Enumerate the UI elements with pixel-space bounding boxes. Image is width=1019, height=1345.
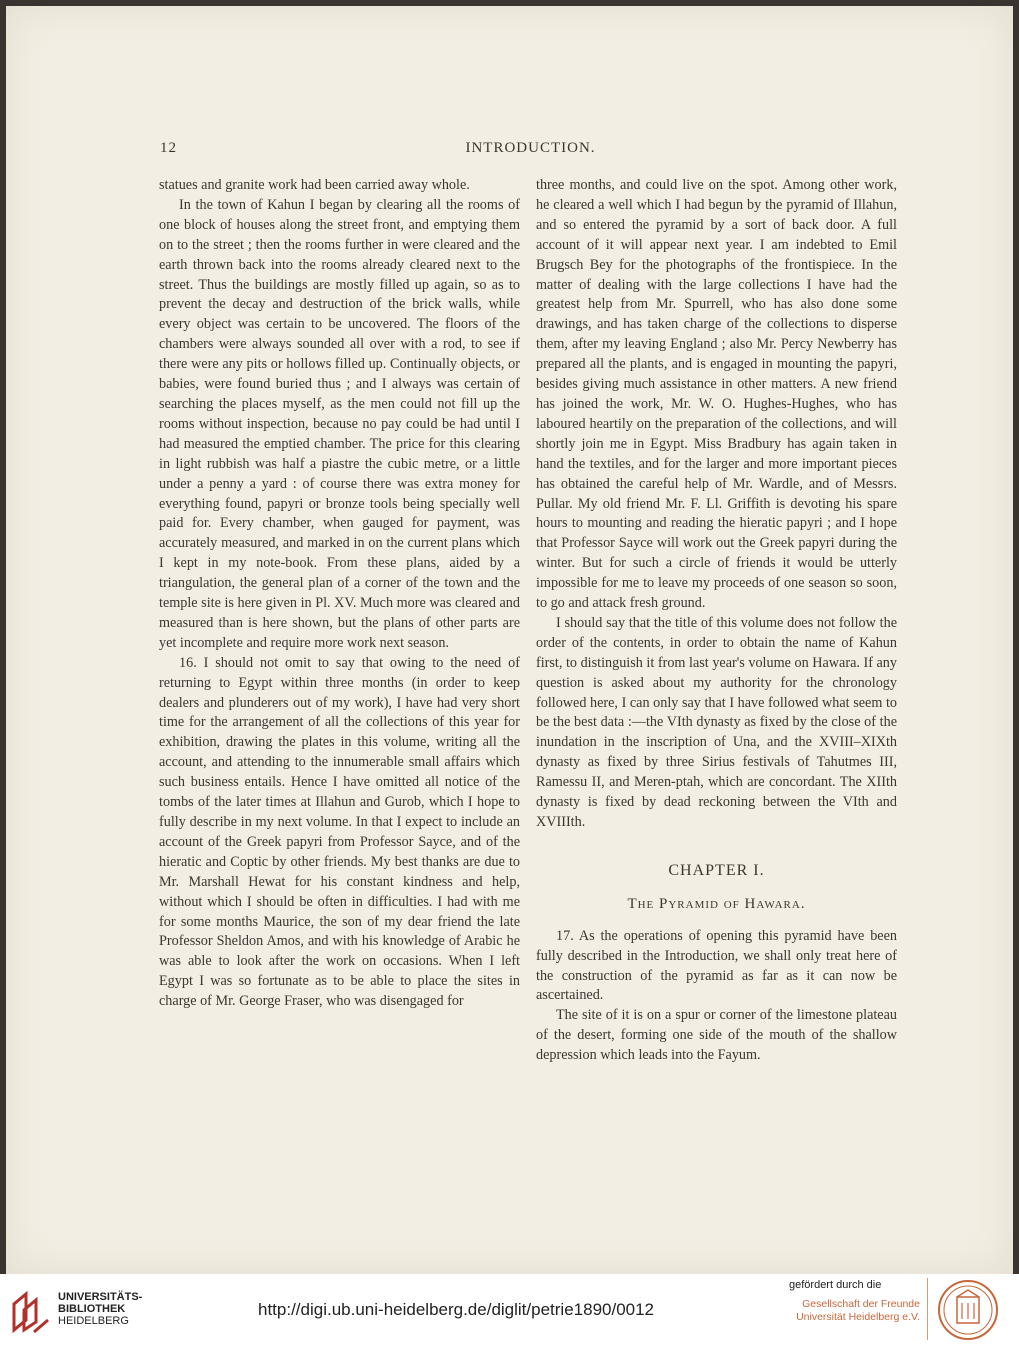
left-paragraph-2: In the town of Kahun I began by clearing all the rooms of one block of houses along the street front, and emptying them on to the street ; then the rooms further in were cleared and the earth thrown back into the rooms already cleared next to the street. Thus the buildings are mostly filled up again, so as to prevent the decay and destruction of the brick walls, while every object was certain to be uncovered. The floors of the chambers were always sounded all over with a rod, to see if there were any pits or hollows filled up. Continually objects, or babies, were found buried thus ; and I always was certain of searching the places myself, as the men could not fill up the rooms without inspection, because no pay could be had until I had measured the emptied chamber. The price for this clearing in light rubbish was half a piastre the cubic metre, or a little under a penny a yard : of course there was extra money for everything found, papyri or bronze tools being specially well paid for. Every chamber, when gauged for payment, was accurately measured, and marked in on the current plans which I kept in my note-book. From these plans, aided by a triangulation, the general plan of a corner of the town and the temple site is here given in Pl. XV. Much more was cleared and measured than is here shown, but the plans of other parts are yet incomplete and require more work next season. bbox=[159, 196, 520, 651]
society-name[interactable] bbox=[780, 1298, 920, 1324]
chapter-heading: CHAPTER I. bbox=[668, 861, 765, 879]
library-name-line2: BIBLIOTHEK bbox=[58, 1303, 126, 1315]
running-header bbox=[160, 140, 901, 160]
chapter-paragraph-1: 17. As the operations of opening this pyramid have been fully described in the Introduction, we shall only treat here of the construction of the pyramid as far as it can now be ascertained. bbox=[536, 927, 897, 1004]
left-paragraph-1: statues and granite work had been carried away whole. bbox=[159, 177, 470, 193]
right-paragraph-1: three months, and could live on the spot. Among other work, he cleared a well which I had begun by the pyramid of Illahun, and so entered the pyramid by a sort of back door. A full account of it will appear next year. I am indebted to Emil Brugsch Bey for the photographs of the frontispiece. In the matter of dealing with the large collections I have had the greatest help from Mr. Spurrell, who has also done some drawings, and has taken charge of the collections to disperse them, after my leaving England ; also Mr. Percy Newberry has prepared all the plants, and is engaged in mounting the papyri, besides giving much assistance in other matters. A new friend has joined the work, Mr. W. O. Hughes-Hughes, who has laboured heartily on the preparation of the collections, and will shortly join me in Egypt. Miss Bradbury has again taken in hand the textiles, and for the larger and more important pieces has obtained the careful help of Mr. Wardle, and of Messrs. Pullar. My old friend Mr. F. Ll. Griffith is devoting his spare hours to mounting and reading the hieratic papyri ; and I hope that Professor Sayce will work out the Greek papyri during the winter. But for such a circle of friends it would be utterly impossible for me to leave my proceeds of one season so soon, to go and attack fresh ground. bbox=[536, 177, 897, 612]
page-number: 12 bbox=[160, 140, 177, 156]
library-logo-icon[interactable] bbox=[10, 1290, 52, 1334]
left-column bbox=[159, 176, 520, 1012]
library-name-line1: UNIVERSITÄTS- bbox=[58, 1291, 143, 1303]
footer-divider bbox=[927, 1278, 928, 1340]
left-paragraph-3: 16. I should not omit to say that owing to the need of returning to Egypt within three months (in order to keep dealers and plunderers out of my work), I have had very short time for the arrangement of all the collections of this year for exhibition, drawing the plates in this volume, writing all the account, and attending to the innumerable small affairs which such business entails. Hence I have omitted all notice of the tombs of the later times at Illahun and Gurob, which I hope to fully describe in my next volume. In that I expect to include an account of the Greek papyri from Professor Sayce, and of the hieratic and Coptic by other friends. My best thanks are due to Mr. Marshall Hewat for his constant kindness and help, without which I should be often in difficulties. I had with me for some months Maurice, the son of my dear friend the late Professor Sheldon Amos, and with his knowledge of Arabic he was able to look after the work on occasions. When I left Egypt I was so fortunate as to be able to place the sites in charge of Mr. George Fraser, who was disengaged for bbox=[159, 654, 520, 1010]
chapter-paragraph-2: The site of it is on a spur or corner of the limestone plateau of the desert, forming one side of the mouth of the shallow depression which leads into the Fayum. bbox=[536, 1007, 897, 1064]
society-line2: Universität Heidelberg e.V. bbox=[796, 1311, 920, 1323]
right-column bbox=[536, 176, 897, 1066]
scanned-page bbox=[6, 6, 1013, 1274]
funded-by-label: gefördert durch die bbox=[789, 1279, 882, 1291]
society-line1: Gesellschaft der Freunde bbox=[802, 1298, 920, 1310]
library-name[interactable] bbox=[58, 1291, 142, 1327]
chapter-subheading: The Pyramid of Hawara. bbox=[627, 895, 806, 912]
footer-bar bbox=[0, 1274, 1019, 1345]
running-title: INTRODUCTION. bbox=[465, 140, 596, 156]
library-name-line3: HEIDELBERG bbox=[58, 1315, 129, 1327]
university-seal-icon bbox=[937, 1279, 999, 1341]
permalink-url[interactable]: http://digi.ub.uni-heidelberg.de/diglit/petrie1890/0012 bbox=[258, 1300, 655, 1319]
right-paragraph-2: I should say that the title of this volume does not follow the order of the contents, in order to obtain the name of Kahun first, to distinguish it from last year's volume on Hawara. If any question is asked about my authority for the chronology followed here, I can only say that I have followed what seem to be the best data :—the VIth dynasty as fixed by the close of the inundation in the inscription of Una, and the XVIII–XIXth dynasty as fixed by three Sirius festivals of Tahutmes III, Ramessu II, and Meren-ptah, which are concordant. The XIIth dynasty is fixed by dead reckoning between the VIth and XVIIIth. bbox=[536, 614, 897, 830]
